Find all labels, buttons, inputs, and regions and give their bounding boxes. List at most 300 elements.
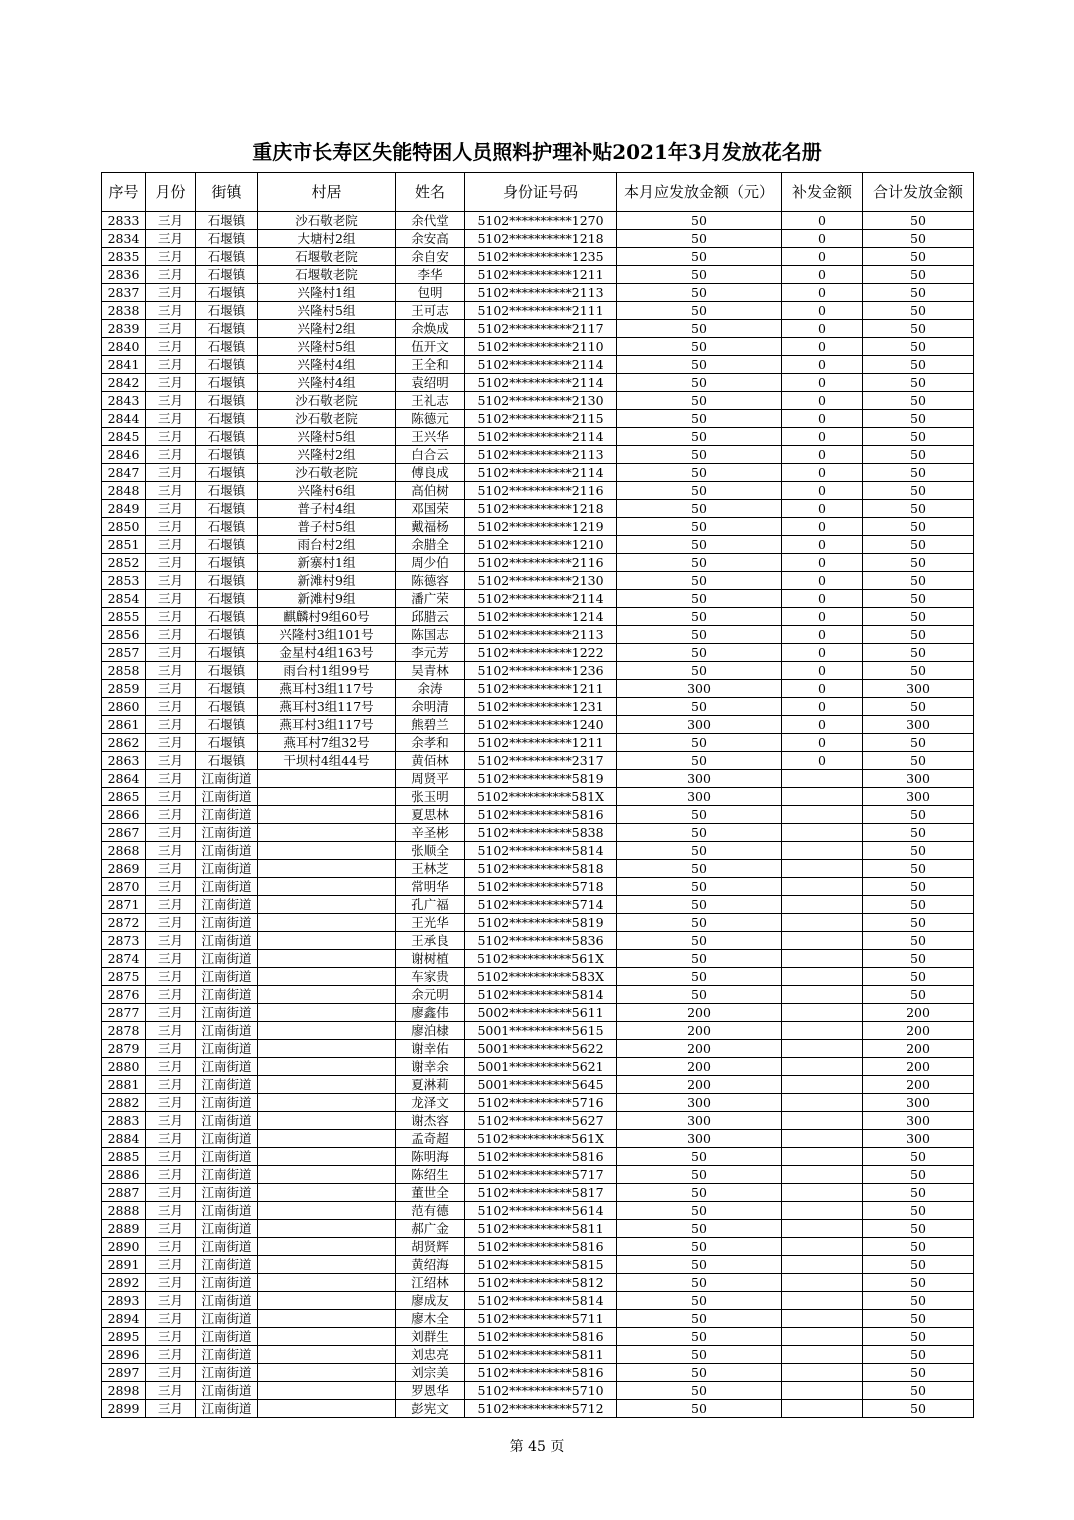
month-cell: 三月 [146,356,196,374]
monthly-amount-cell: 50 [617,1400,782,1418]
id-number-cell: 5102**********2114 [465,356,617,374]
monthly-amount-cell: 50 [617,1310,782,1328]
month-cell: 三月 [146,1400,196,1418]
supplement-amount-cell [782,1238,863,1256]
monthly-amount-cell: 50 [617,1346,782,1364]
id-number-cell: 5102**********2116 [465,554,617,572]
town-cell: 石堰镇 [196,680,258,698]
table-row [102,1256,974,1274]
table-row [102,482,974,500]
village-cell: 干坝村4组44号 [258,752,396,770]
id-number-cell: 5102**********2114 [465,590,617,608]
id-number-cell: 5102**********5718 [465,878,617,896]
table-row [102,842,974,860]
town-cell: 江南街道 [196,1148,258,1166]
monthly-amount-cell: 50 [617,1328,782,1346]
id-number-cell: 5102**********561X [465,950,617,968]
table-row [102,698,974,716]
supplement-amount-cell: 0 [782,644,863,662]
town-cell: 石堰镇 [196,716,258,734]
total-amount-cell: 50 [863,482,974,500]
name-cell: 余孝和 [396,734,465,752]
village-cell: 普子村4组 [258,500,396,518]
total-amount-cell: 50 [863,320,974,338]
total-amount-cell: 50 [863,968,974,986]
name-cell: 夏淋莉 [396,1076,465,1094]
name-cell: 江绍林 [396,1274,465,1292]
table-row [102,608,974,626]
village-cell: 兴隆村5组 [258,338,396,356]
village-cell: 新滩村9组 [258,590,396,608]
total-amount-cell: 300 [863,788,974,806]
name-cell: 余涛 [396,680,465,698]
town-cell: 江南街道 [196,968,258,986]
name-cell: 陈德元 [396,410,465,428]
month-cell: 三月 [146,608,196,626]
total-amount-cell: 50 [863,1346,974,1364]
village-cell: 兴隆村3组101号 [258,626,396,644]
table-row [102,1058,974,1076]
serial-number-cell: 2867 [102,824,146,842]
serial-number-cell: 2895 [102,1328,146,1346]
town-cell: 江南街道 [196,1094,258,1112]
id-number-cell: 5102**********1214 [465,608,617,626]
name-cell: 孟奇超 [396,1130,465,1148]
month-cell: 三月 [146,1166,196,1184]
name-cell: 陈绍生 [396,1166,465,1184]
serial-number-cell: 2898 [102,1382,146,1400]
table-row [102,986,974,1004]
month-cell: 三月 [146,1130,196,1148]
id-number-cell: 5102**********581X [465,788,617,806]
town-cell: 江南街道 [196,1040,258,1058]
table-row [102,248,974,266]
name-cell: 李华 [396,266,465,284]
town-cell: 石堰镇 [196,230,258,248]
supplement-amount-cell [782,860,863,878]
table-row [102,1238,974,1256]
supplement-amount-cell: 0 [782,518,863,536]
table-row [102,1166,974,1184]
town-cell: 江南街道 [196,1130,258,1148]
supplement-amount-cell: 0 [782,374,863,392]
village-cell: 燕耳村3组117号 [258,698,396,716]
town-cell: 江南街道 [196,806,258,824]
header-cell: 身份证号码 [465,173,617,212]
monthly-amount-cell: 50 [617,662,782,680]
serial-number-cell: 2877 [102,1004,146,1022]
table-row [102,806,974,824]
id-number-cell: 5001**********5621 [465,1058,617,1076]
total-amount-cell: 50 [863,842,974,860]
monthly-amount-cell: 300 [617,788,782,806]
supplement-amount-cell: 0 [782,284,863,302]
name-cell: 胡贤辉 [396,1238,465,1256]
header-cell: 街镇 [196,173,258,212]
supplement-amount-cell: 0 [782,338,863,356]
monthly-amount-cell: 300 [617,716,782,734]
table-row [102,464,974,482]
id-number-cell: 5102**********5812 [465,1274,617,1292]
serial-number-cell: 2850 [102,518,146,536]
header-cell: 本月应发放金额（元） [617,173,782,212]
monthly-amount-cell: 300 [617,680,782,698]
month-cell: 三月 [146,914,196,932]
serial-number-cell: 2884 [102,1130,146,1148]
monthly-amount-cell: 50 [617,266,782,284]
town-cell: 石堰镇 [196,356,258,374]
supplement-amount-cell: 0 [782,392,863,410]
total-amount-cell: 300 [863,680,974,698]
month-cell: 三月 [146,248,196,266]
town-cell: 江南街道 [196,1238,258,1256]
supplement-amount-cell: 0 [782,680,863,698]
name-cell: 谢杰容 [396,1112,465,1130]
supplement-amount-cell: 0 [782,410,863,428]
town-cell: 江南街道 [196,878,258,896]
id-number-cell: 5001**********5622 [465,1040,617,1058]
month-cell: 三月 [146,428,196,446]
name-cell: 廖泊棣 [396,1022,465,1040]
name-cell: 陈国志 [396,626,465,644]
month-cell: 三月 [146,734,196,752]
table-row [102,1184,974,1202]
village-cell: 石堰敬老院 [258,266,396,284]
header-cell: 姓名 [396,173,465,212]
town-cell: 江南街道 [196,1058,258,1076]
name-cell: 张玉明 [396,788,465,806]
table-row [102,1220,974,1238]
id-number-cell: 5102**********5814 [465,986,617,1004]
serial-number-cell: 2842 [102,374,146,392]
name-cell: 谢幸余 [396,1058,465,1076]
id-number-cell: 5102**********2115 [465,410,617,428]
name-cell: 谢幸佑 [396,1040,465,1058]
id-number-cell: 5102**********2113 [465,284,617,302]
village-cell [258,824,396,842]
supplement-amount-cell: 0 [782,446,863,464]
name-cell: 高伯树 [396,482,465,500]
monthly-amount-cell: 50 [617,554,782,572]
serial-number-cell: 2865 [102,788,146,806]
serial-number-cell: 2861 [102,716,146,734]
name-cell: 傅良成 [396,464,465,482]
table-row [102,1004,974,1022]
village-cell: 兴隆村5组 [258,302,396,320]
town-cell: 江南街道 [196,1382,258,1400]
name-cell: 王光华 [396,914,465,932]
month-cell: 三月 [146,572,196,590]
serial-number-cell: 2874 [102,950,146,968]
town-cell: 石堰镇 [196,446,258,464]
serial-number-cell: 2862 [102,734,146,752]
month-cell: 三月 [146,1076,196,1094]
name-cell: 孔广福 [396,896,465,914]
town-cell: 石堰镇 [196,698,258,716]
town-cell: 江南街道 [196,1076,258,1094]
monthly-amount-cell: 200 [617,1022,782,1040]
town-cell: 石堰镇 [196,338,258,356]
roster-body [102,212,974,1418]
id-number-cell: 5102**********5811 [465,1346,617,1364]
id-number-cell: 5102**********5714 [465,896,617,914]
table-row [102,968,974,986]
village-cell: 新寨村1组 [258,554,396,572]
village-cell: 兴隆村2组 [258,320,396,338]
serial-number-cell: 2834 [102,230,146,248]
town-cell: 石堰镇 [196,374,258,392]
serial-number-cell: 2888 [102,1202,146,1220]
supplement-amount-cell [782,1022,863,1040]
id-number-cell: 5102**********5627 [465,1112,617,1130]
supplement-amount-cell [782,1310,863,1328]
total-amount-cell: 50 [863,1364,974,1382]
id-number-cell: 5001**********5615 [465,1022,617,1040]
monthly-amount-cell: 50 [617,1220,782,1238]
table-row [102,518,974,536]
id-number-cell: 5102**********5814 [465,1292,617,1310]
id-number-cell: 5102**********5816 [465,1148,617,1166]
total-amount-cell: 50 [863,878,974,896]
id-number-cell: 5102**********5811 [465,1220,617,1238]
supplement-amount-cell [782,950,863,968]
id-number-cell: 5102**********5816 [465,1328,617,1346]
monthly-amount-cell: 50 [617,572,782,590]
village-cell: 麒麟村9组60号 [258,608,396,626]
supplement-amount-cell: 0 [782,626,863,644]
supplement-amount-cell: 0 [782,230,863,248]
month-cell: 三月 [146,842,196,860]
name-cell: 余元明 [396,986,465,1004]
village-cell [258,914,396,932]
monthly-amount-cell: 50 [617,626,782,644]
month-cell: 三月 [146,1220,196,1238]
supplement-amount-cell [782,1220,863,1238]
table-row [102,1274,974,1292]
total-amount-cell: 50 [863,860,974,878]
monthly-amount-cell: 50 [617,608,782,626]
supplement-amount-cell: 0 [782,500,863,518]
table-row [102,896,974,914]
month-cell: 三月 [146,482,196,500]
town-cell: 石堰镇 [196,320,258,338]
total-amount-cell: 200 [863,1022,974,1040]
month-cell: 三月 [146,266,196,284]
village-cell [258,1130,396,1148]
monthly-amount-cell: 300 [617,1130,782,1148]
total-amount-cell: 300 [863,1130,974,1148]
serial-number-cell: 2871 [102,896,146,914]
id-number-cell: 5102**********5814 [465,842,617,860]
supplement-amount-cell: 0 [782,320,863,338]
id-number-cell: 5102**********2117 [465,320,617,338]
total-amount-cell: 50 [863,302,974,320]
monthly-amount-cell: 50 [617,1382,782,1400]
table-row [102,1148,974,1166]
id-number-cell: 5102**********5614 [465,1202,617,1220]
name-cell: 伍开文 [396,338,465,356]
id-number-cell: 5102**********583X [465,968,617,986]
table-row [102,878,974,896]
supplement-amount-cell: 0 [782,716,863,734]
supplement-amount-cell [782,1292,863,1310]
serial-number-cell: 2859 [102,680,146,698]
serial-number-cell: 2899 [102,1400,146,1418]
monthly-amount-cell: 50 [617,752,782,770]
name-cell: 余代堂 [396,212,465,230]
month-cell: 三月 [146,1382,196,1400]
total-amount-cell: 50 [863,1184,974,1202]
village-cell [258,878,396,896]
supplement-amount-cell [782,788,863,806]
supplement-amount-cell: 0 [782,590,863,608]
village-cell: 金星村4组163号 [258,644,396,662]
month-cell: 三月 [146,626,196,644]
town-cell: 石堰镇 [196,410,258,428]
serial-number-cell: 2848 [102,482,146,500]
monthly-amount-cell: 50 [617,1292,782,1310]
table-row [102,914,974,932]
total-amount-cell: 200 [863,1040,974,1058]
monthly-amount-cell: 50 [617,284,782,302]
month-cell: 三月 [146,788,196,806]
id-number-cell: 5102**********5816 [465,1238,617,1256]
monthly-amount-cell: 50 [617,806,782,824]
serial-number-cell: 2891 [102,1256,146,1274]
monthly-amount-cell: 50 [617,1184,782,1202]
supplement-amount-cell: 0 [782,554,863,572]
monthly-amount-cell: 50 [617,1202,782,1220]
total-amount-cell: 50 [863,932,974,950]
id-number-cell: 5102**********5819 [465,914,617,932]
table-row [102,446,974,464]
table-row [102,428,974,446]
name-cell: 熊碧兰 [396,716,465,734]
supplement-amount-cell [782,1148,863,1166]
table-row [102,392,974,410]
monthly-amount-cell: 200 [617,1040,782,1058]
serial-number-cell: 2857 [102,644,146,662]
supplement-amount-cell: 0 [782,356,863,374]
table-row [102,302,974,320]
supplement-amount-cell [782,986,863,1004]
serial-number-cell: 2883 [102,1112,146,1130]
name-cell: 王可志 [396,302,465,320]
monthly-amount-cell: 50 [617,878,782,896]
town-cell: 石堰镇 [196,752,258,770]
serial-number-cell: 2872 [102,914,146,932]
monthly-amount-cell: 200 [617,1076,782,1094]
id-number-cell: 5102**********1270 [465,212,617,230]
table-row [102,590,974,608]
total-amount-cell: 50 [863,698,974,716]
roster-table [101,172,974,1418]
monthly-amount-cell: 50 [617,842,782,860]
serial-number-cell: 2835 [102,248,146,266]
total-amount-cell: 50 [863,518,974,536]
village-cell [258,1202,396,1220]
monthly-amount-cell: 50 [617,320,782,338]
table-row [102,1076,974,1094]
month-cell: 三月 [146,1256,196,1274]
supplement-amount-cell: 0 [782,608,863,626]
month-cell: 三月 [146,680,196,698]
village-cell [258,896,396,914]
id-number-cell: 5102**********2113 [465,446,617,464]
supplement-amount-cell [782,1328,863,1346]
town-cell: 石堰镇 [196,590,258,608]
supplement-amount-cell [782,1364,863,1382]
month-cell: 三月 [146,1004,196,1022]
total-amount-cell: 300 [863,716,974,734]
town-cell: 石堰镇 [196,734,258,752]
total-amount-cell: 50 [863,590,974,608]
village-cell [258,932,396,950]
village-cell [258,806,396,824]
month-cell: 三月 [146,446,196,464]
village-cell [258,1166,396,1184]
name-cell: 夏思林 [396,806,465,824]
monthly-amount-cell: 50 [617,734,782,752]
id-number-cell: 5102**********1222 [465,644,617,662]
village-cell [258,1328,396,1346]
monthly-amount-cell: 50 [617,446,782,464]
village-cell: 兴隆村4组 [258,374,396,392]
id-number-cell: 5102**********5838 [465,824,617,842]
village-cell: 石堰敬老院 [258,248,396,266]
name-cell: 余自安 [396,248,465,266]
total-amount-cell: 50 [863,1148,974,1166]
village-cell: 雨台村2组 [258,536,396,554]
total-amount-cell: 50 [863,914,974,932]
month-cell: 三月 [146,716,196,734]
total-amount-cell: 50 [863,752,974,770]
monthly-amount-cell: 50 [617,374,782,392]
village-cell [258,770,396,788]
total-amount-cell: 50 [863,356,974,374]
id-number-cell: 5102**********1231 [465,698,617,716]
table-row [102,1040,974,1058]
serial-number-cell: 2866 [102,806,146,824]
town-cell: 江南街道 [196,932,258,950]
supplement-amount-cell [782,896,863,914]
id-number-cell: 5102**********1218 [465,500,617,518]
total-amount-cell: 50 [863,338,974,356]
serial-number-cell: 2896 [102,1346,146,1364]
id-number-cell: 5102**********5711 [465,1310,617,1328]
village-cell [258,1382,396,1400]
table-row [102,734,974,752]
id-number-cell: 5102**********5816 [465,1364,617,1382]
total-amount-cell: 50 [863,554,974,572]
monthly-amount-cell: 50 [617,860,782,878]
village-cell [258,1112,396,1130]
total-amount-cell: 300 [863,1094,974,1112]
supplement-amount-cell [782,1004,863,1022]
village-cell: 兴隆村2组 [258,446,396,464]
total-amount-cell: 200 [863,1004,974,1022]
month-cell: 三月 [146,824,196,842]
serial-number-cell: 2845 [102,428,146,446]
month-cell: 三月 [146,950,196,968]
name-cell: 余腊全 [396,536,465,554]
table-row [102,554,974,572]
total-amount-cell: 50 [863,374,974,392]
supplement-amount-cell [782,1202,863,1220]
town-cell: 石堰镇 [196,662,258,680]
village-cell [258,1256,396,1274]
town-cell: 江南街道 [196,1274,258,1292]
